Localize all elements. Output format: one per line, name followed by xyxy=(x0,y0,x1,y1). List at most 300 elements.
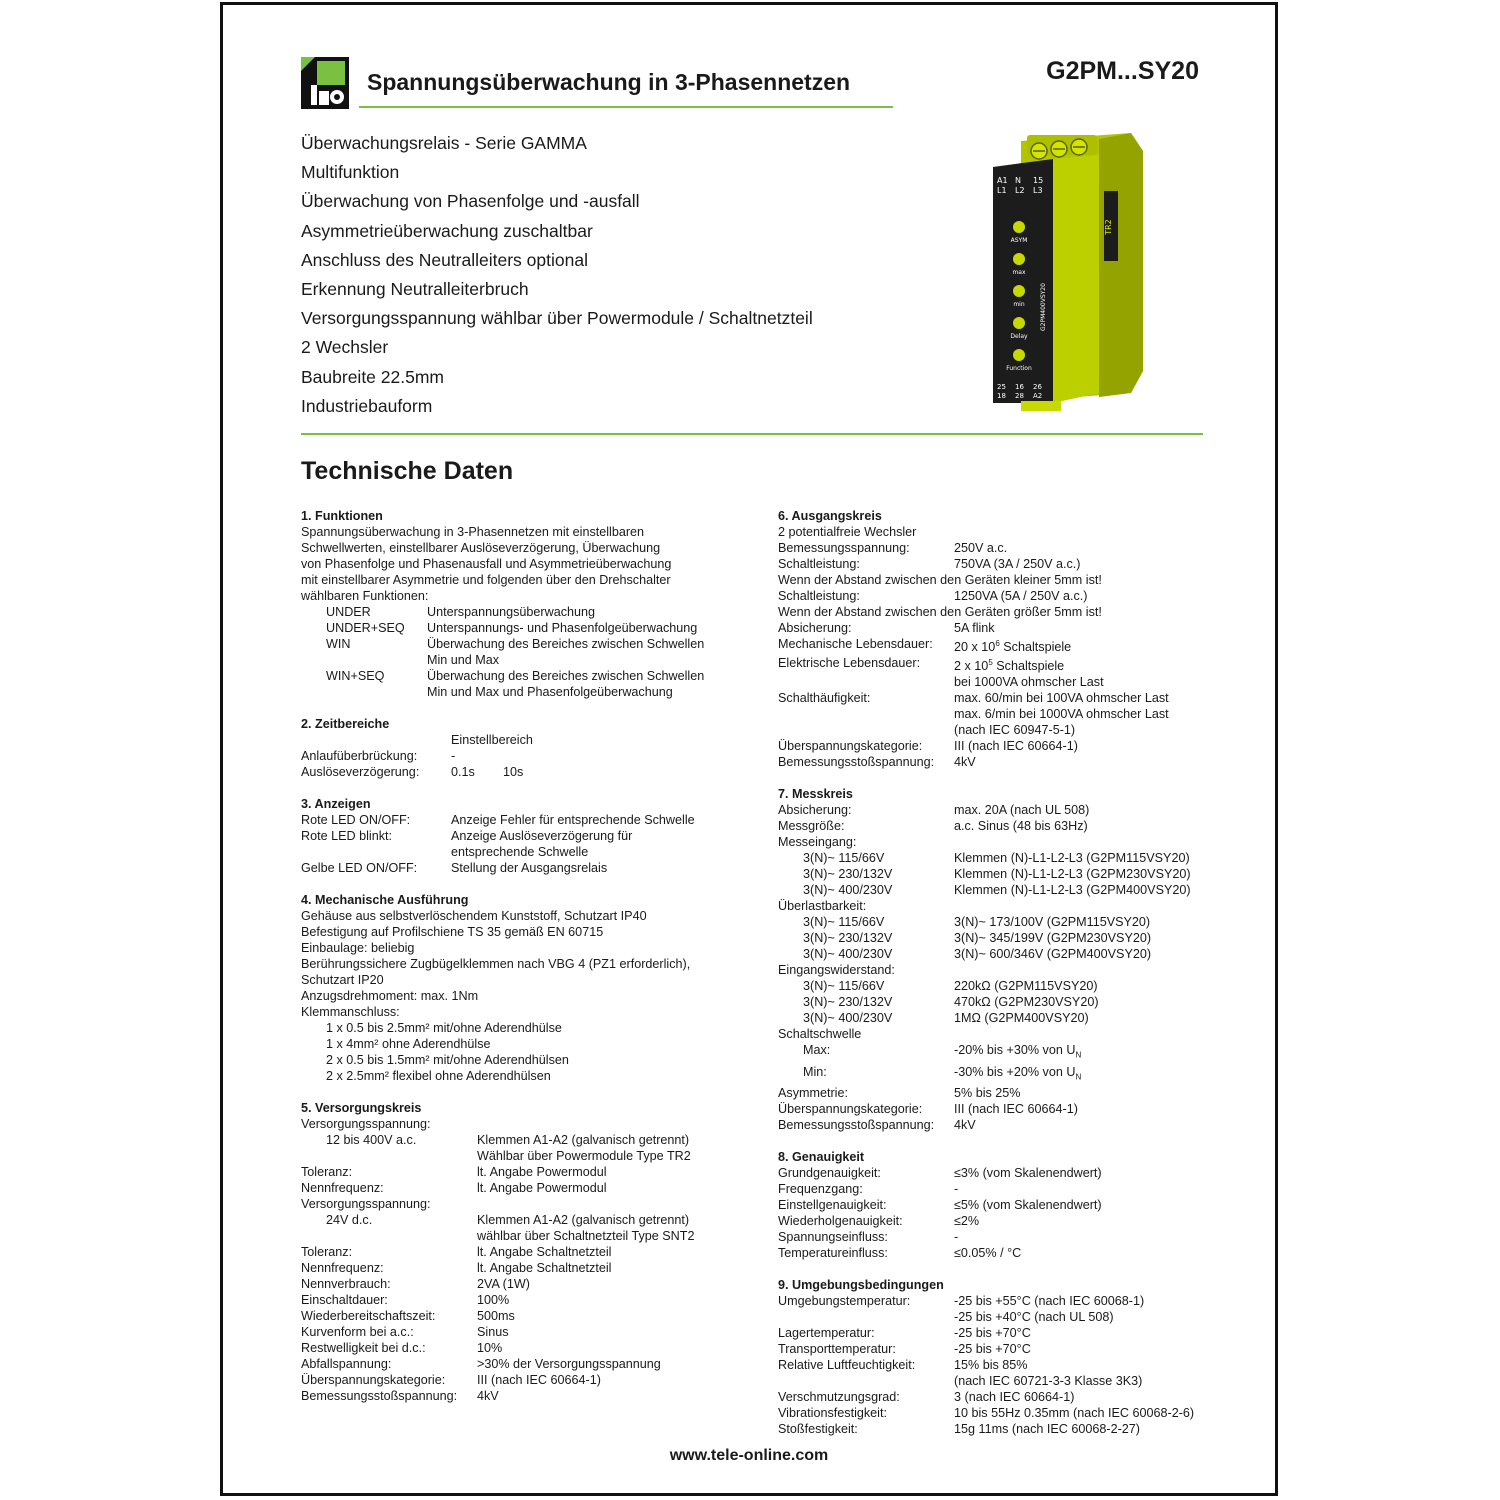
spec-row xyxy=(778,1165,1238,1181)
spec-label: Asymmetrie: xyxy=(778,1086,848,1101)
spec-value: >30% der Versorgungsspannung xyxy=(477,1357,661,1371)
spec-row xyxy=(778,1325,1238,1341)
product-code: G2PM...SY20 xyxy=(1046,57,1199,85)
device-terminal-a1: A1 xyxy=(997,176,1008,185)
spec-row xyxy=(301,1164,751,1180)
relay-product-image xyxy=(981,131,1151,415)
spacing-note: Wenn der Abstand zwischen den Geräten größer 5mm ist! xyxy=(778,605,1102,619)
spec-value: Min und Max xyxy=(427,653,500,667)
device-terminal-n: N xyxy=(1015,176,1021,185)
spec-label: Bemessungsspannung: xyxy=(778,541,910,555)
spec-row xyxy=(778,1101,1238,1117)
spec-row xyxy=(301,812,751,828)
spec-label: Versorgungsspannung: xyxy=(301,1117,431,1131)
spec-value: 1MΩ (G2PM400VSY20) xyxy=(954,1011,1089,1026)
spec-value: entsprechende Schwelle xyxy=(451,845,589,859)
supply-table xyxy=(301,1116,751,1404)
spec-row xyxy=(778,882,1238,898)
feature-item: Baubreite 22.5mm xyxy=(301,366,444,387)
spec-label: Absicherung: xyxy=(778,803,852,818)
device-side-label: TR2 xyxy=(1104,219,1113,235)
text-line: mit einstellbarer Asymmetrie und folgenden über den Drehschalter xyxy=(301,573,671,587)
spec-row xyxy=(301,828,751,844)
feature-item: Anschluss des Neutralleiters optional xyxy=(301,249,588,270)
spec-label xyxy=(778,722,954,738)
spec-label: Einschaltdauer: xyxy=(301,1293,388,1307)
spec-label: 3(N)~ 115/66V xyxy=(803,851,885,866)
spec-row xyxy=(778,738,1238,754)
tele-logo-icon xyxy=(301,57,349,109)
spec-label: Wiederholgenauigkeit: xyxy=(778,1214,903,1229)
spec-value: Klemmen (N)-L1-L2-L3 (G2PM400VSY20) xyxy=(954,883,1191,898)
spec-row xyxy=(301,844,751,860)
spec-label: Spannungseinfluss: xyxy=(778,1230,888,1245)
spec-label: Rote LED blinkt: xyxy=(301,829,392,843)
feature-list xyxy=(301,129,813,421)
device-terminal-16: 16 xyxy=(1015,383,1024,391)
spec-row xyxy=(301,1180,751,1196)
spec-value: (nach IEC 60721-3-3 Klasse 3K3) xyxy=(954,1374,1143,1389)
spec-value: 4kV xyxy=(954,1118,976,1133)
datasheet-page xyxy=(220,2,1278,1496)
device-knob-label-max: max xyxy=(1012,269,1026,276)
spec-row xyxy=(778,978,1238,994)
spec-row xyxy=(778,1357,1238,1373)
spec-label xyxy=(301,652,427,668)
page-title: Spannungsüberwachung in 3-Phasennetzen xyxy=(367,69,851,95)
spec-value: 10% xyxy=(477,1341,503,1355)
spec-label: Min: xyxy=(803,1064,827,1079)
spec-row xyxy=(778,946,1238,962)
spec-value: 15g 11ms (nach IEC 60068-2-27) xyxy=(954,1422,1140,1437)
spec-value: 3(N)~ 173/100V (G2PM115VSY20) xyxy=(954,915,1151,930)
spec-value: 250V a.c. xyxy=(954,541,1008,555)
spacing-note: Wenn der Abstand zwischen den Geräten kleiner 5mm ist! xyxy=(778,573,1102,587)
section-ambient xyxy=(778,1277,1238,1437)
spec-label: Frequenzgang: xyxy=(778,1182,863,1197)
text-line: Befestigung auf Profilschiene TS 35 gemäß EN 60715 xyxy=(301,925,604,939)
spec-row xyxy=(301,1308,751,1324)
section-heading: 6. Ausgangskreis xyxy=(778,509,882,523)
spec-row xyxy=(301,1244,751,1260)
section-heading: 9. Umgebungsbedingungen xyxy=(778,1278,944,1293)
spec-row xyxy=(301,860,751,876)
spec-value: - xyxy=(451,749,456,763)
spec-value: III (nach IEC 60664-1) xyxy=(954,739,1078,754)
spec-label: Schaltschwelle xyxy=(778,1027,862,1042)
device-terminal-25: 25 xyxy=(997,383,1006,391)
spec-row xyxy=(301,1388,751,1404)
right-column xyxy=(778,508,1238,1453)
spec-value: 3(N)~ 600/346V (G2PM400VSY20) xyxy=(954,947,1152,962)
spec-label xyxy=(301,1148,477,1164)
feature-item: 2 Wechsler xyxy=(301,337,389,358)
device-terminal-l3: L3 xyxy=(1033,186,1043,195)
spec-value: lt. Angabe Powermodul xyxy=(477,1181,607,1195)
spec-row xyxy=(301,1356,751,1372)
spec-value: lt. Angabe Powermodul xyxy=(477,1165,607,1179)
spec-value: Überwachung des Bereiches zwischen Schwellen xyxy=(427,669,705,683)
section-heading: 3. Anzeigen xyxy=(301,797,371,811)
spec-row xyxy=(301,1148,751,1164)
spec-row xyxy=(778,754,1238,770)
spec-label: 3(N)~ 400/230V xyxy=(803,883,893,898)
spec-row xyxy=(778,1341,1238,1357)
spec-row xyxy=(778,1213,1238,1229)
spec-value: 3 (nach IEC 60664-1) xyxy=(954,1390,1075,1405)
indicators-table xyxy=(301,812,751,876)
spec-label: Messgröße: xyxy=(778,819,845,834)
spec-label xyxy=(301,844,451,860)
spec-row xyxy=(778,994,1238,1010)
device-knob-label-function: Function xyxy=(1006,365,1032,372)
spec-label: Eingangswiderstand: xyxy=(778,963,895,978)
spec-label: UNDER+SEQ xyxy=(326,621,405,635)
spec-value: Wählbar über Powermodule Type TR2 xyxy=(477,1149,691,1163)
spec-row xyxy=(778,1229,1238,1245)
spec-value: 2VA (1W) xyxy=(477,1277,530,1291)
spec-label: Verschmutzungsgrad: xyxy=(778,1390,900,1405)
spec-label: Messeingang: xyxy=(778,835,857,850)
device-terminal-l1: L1 xyxy=(997,186,1007,195)
spec-value: 100% xyxy=(477,1293,510,1307)
spec-row xyxy=(778,722,1238,738)
section-heading: 8. Genauigkeit xyxy=(778,1150,865,1165)
spec-value: Unterspannungsüberwachung xyxy=(427,605,596,619)
spec-label: Wiederbereitschaftszeit: xyxy=(301,1309,436,1323)
spec-row xyxy=(778,1085,1238,1101)
spec-row xyxy=(301,1340,751,1356)
measuring-table xyxy=(778,802,1238,1042)
spec-label: Überspannungskategorie: xyxy=(778,739,923,754)
spec-label xyxy=(778,1373,954,1389)
accuracy-table xyxy=(778,1165,1238,1261)
device-knob-label-asym: ASYM xyxy=(1010,237,1028,244)
spec-value: 5A flink xyxy=(954,621,995,635)
spec-label: Elektrische Lebensdauer: xyxy=(778,656,921,671)
spec-row xyxy=(778,1245,1238,1261)
spec-row xyxy=(778,1026,1238,1042)
spec-row xyxy=(301,1132,751,1148)
spec-value: Stellung der Ausgangsrelais xyxy=(451,861,608,875)
spec-value-max: 10s xyxy=(503,765,524,779)
section-heading: 1. Funktionen xyxy=(301,509,383,523)
spec-row xyxy=(301,1324,751,1340)
spec-value: 20 x $10^6$ Schaltspiele xyxy=(954,639,1072,655)
spec-label xyxy=(778,1309,954,1325)
spec-value: a.c. Sinus (48 bis 63Hz) xyxy=(954,819,1088,834)
spec-label: 3(N)~ 115/66V xyxy=(803,915,885,930)
section-heading: 7. Messkreis xyxy=(778,787,853,802)
device-terminal-18: 18 xyxy=(997,392,1006,400)
section-indicators xyxy=(301,796,751,876)
spec-value: 220kΩ (G2PM115VSY20) xyxy=(954,979,1098,994)
spec-value: - xyxy=(954,1230,959,1245)
spec-value: III (nach IEC 60664-1) xyxy=(954,1102,1078,1117)
feature-item: Asymmetrieüberwachung zuschaltbar xyxy=(301,220,593,241)
spec-value: lt. Angabe Schaltnetzteil xyxy=(477,1261,612,1275)
spec-value: 4kV xyxy=(954,755,976,770)
device-model-label: G2PM400VSY20 xyxy=(1040,283,1047,331)
spec-label xyxy=(778,674,954,690)
spec-row xyxy=(301,652,751,668)
spec-value: wählbar über Schaltnetzteil Type SNT2 xyxy=(477,1229,695,1243)
spec-value: ≤2% xyxy=(954,1214,980,1229)
text-line: von Phasenfolge und Phasenausfall und Asymmetrieüberwachung xyxy=(301,557,672,571)
spec-value: -25 bis +70°C xyxy=(954,1342,1031,1357)
section-accuracy xyxy=(778,1149,1238,1261)
text-line: Berührungssichere Zugbügelklemmen nach VBG 4 (PZ1 erforderlich), xyxy=(301,957,691,971)
spec-label: Abfallspannung: xyxy=(301,1357,392,1371)
spec-row xyxy=(301,1116,751,1132)
spec-row xyxy=(778,674,1238,690)
spec-label: Nennverbrauch: xyxy=(301,1277,391,1291)
spec-row xyxy=(778,1421,1238,1437)
spec-row xyxy=(778,818,1238,834)
spec-value-min: 0.1s xyxy=(451,765,475,779)
functions-table xyxy=(301,604,751,700)
spec-row xyxy=(778,690,1238,706)
spec-label: 3(N)~ 230/132V xyxy=(803,867,893,882)
spec-row xyxy=(778,1117,1238,1133)
device-knob-label-delay: Delay xyxy=(1010,333,1028,340)
spec-value: Unterspannungs- und Phasenfolgeüberwachung xyxy=(427,621,698,635)
spec-value: Klemmen (N)-L1-L2-L3 (G2PM230VSY20) xyxy=(954,867,1191,882)
spec-label: 3(N)~ 400/230V xyxy=(803,947,893,962)
spec-value: max. 6/min bei 1000VA ohmscher Last xyxy=(954,707,1169,722)
spec-row xyxy=(778,1373,1238,1389)
spec-label: WIN xyxy=(326,637,351,651)
spec-row xyxy=(301,636,751,652)
spec-value: ≤5% (vom Skalenendwert) xyxy=(954,1198,1102,1213)
spec-value: - xyxy=(954,1182,959,1197)
spec-label: Schaltleistung: xyxy=(778,557,860,571)
spec-label xyxy=(778,706,954,722)
tech-data-title: Technische Daten xyxy=(301,457,514,485)
spec-row xyxy=(301,668,751,684)
spec-row xyxy=(778,1389,1238,1405)
feature-item: Versorgungsspannung wählbar über Powermodule / Schaltnetzteil xyxy=(301,308,813,329)
spec-value: -20% bis +30% von $U_N$ xyxy=(954,1043,1082,1060)
spec-label: Bemessungsstoßspannung: xyxy=(301,1389,458,1403)
spec-value: 750VA (3A / 250V a.c.) xyxy=(954,557,1081,571)
spec-row xyxy=(778,1405,1238,1421)
spec-label: 24V d.c. xyxy=(326,1213,373,1227)
output-text: 2 potentialfreie Wechsler xyxy=(778,525,917,539)
spec-row xyxy=(301,620,751,636)
spec-label: Versorgungsspannung: xyxy=(301,1197,431,1211)
spec-value: max. 60/min bei 100VA ohmscher Last xyxy=(954,691,1169,706)
spec-row xyxy=(778,930,1238,946)
spec-label xyxy=(301,1228,477,1244)
spec-label: Nennfrequenz: xyxy=(301,1181,384,1195)
text-line: Schutzart IP20 xyxy=(301,973,384,987)
spec-row xyxy=(301,684,751,700)
spec-value: Min und Max und Phasenfolgeüberwachung xyxy=(427,685,673,699)
device-knob-label-min: min xyxy=(1013,301,1025,308)
text-line: Gehäuse aus selbstverlöschendem Kunststoff, Schutzart IP40 xyxy=(301,909,647,923)
spec-label: Mechanische Lebensdauer: xyxy=(778,637,933,651)
spec-label: Überspannungskategorie: xyxy=(301,1373,446,1387)
measuring-table-2 xyxy=(778,1085,1238,1133)
spec-label: Einstellgenauigkeit: xyxy=(778,1198,887,1213)
text-line: Klemmanschluss: xyxy=(301,1005,400,1019)
spec-row xyxy=(778,1010,1238,1026)
spec-label: Umgebungstemperatur: xyxy=(778,1294,911,1309)
setting-range-header: Einstellbereich xyxy=(451,733,533,747)
spec-value: (nach IEC 60947-5-1) xyxy=(954,723,1076,738)
spec-row xyxy=(778,834,1238,850)
section-mechanical xyxy=(301,892,751,1084)
spec-label: 3(N)~ 230/132V xyxy=(803,995,893,1010)
terminal-option: 1 x 4mm² ohne Aderendhülse xyxy=(326,1037,491,1051)
ambient-table xyxy=(778,1293,1238,1437)
text-line: Spannungsüberwachung in 3-Phasennetzen mit einstellbaren xyxy=(301,525,645,539)
section-heading: 4. Mechanische Ausführung xyxy=(301,893,469,907)
spec-row xyxy=(301,1292,751,1308)
terminal-option: 2 x 2.5mm² flexibel ohne Aderendhülsen xyxy=(326,1069,551,1083)
device-terminal-15: 15 xyxy=(1033,176,1044,185)
spec-value: III (nach IEC 60664-1) xyxy=(477,1373,601,1387)
spec-label: Max: xyxy=(803,1043,831,1058)
section-time-ranges xyxy=(301,716,751,780)
spec-value: 3(N)~ 345/199V (G2PM230VSY20) xyxy=(954,931,1152,946)
spec-value: max. 20A (nach UL 508) xyxy=(954,803,1090,818)
spec-value: 4kV xyxy=(477,1389,499,1403)
spec-value: 1250VA (5A / 250V a.c.) xyxy=(954,589,1088,603)
section-divider xyxy=(301,433,1203,435)
spec-value: 470kΩ (G2PM230VSY20) xyxy=(954,995,1099,1010)
feature-item: Erkennung Neutralleiterbruch xyxy=(301,279,529,300)
mechanical-text xyxy=(301,908,751,1020)
spec-value: lt. Angabe Schaltnetzteil xyxy=(477,1245,612,1259)
spec-label xyxy=(301,684,427,700)
spec-row xyxy=(778,706,1238,722)
spec-label: Anlaufüberbrückung: xyxy=(301,749,418,763)
left-column xyxy=(301,508,751,1420)
spec-label: Auslöseverzögerung: xyxy=(301,765,420,779)
spec-value: ≤0.05% / °C xyxy=(954,1246,1022,1261)
feature-item: Industriebauform xyxy=(301,395,433,416)
spec-label: Transporttemperatur: xyxy=(778,1342,896,1357)
terminal-list xyxy=(301,1020,751,1084)
spec-row xyxy=(301,1260,751,1276)
spec-label: Überlastbarkeit: xyxy=(778,899,867,914)
spec-label: Überspannungskategorie: xyxy=(778,1102,923,1117)
spec-row xyxy=(778,898,1238,914)
spec-label: Vibrationsfestigkeit: xyxy=(778,1406,887,1421)
section-supply xyxy=(301,1100,751,1404)
spec-value: ≤3% (vom Skalenendwert) xyxy=(954,1166,1102,1181)
spec-label: Gelbe LED ON/OFF: xyxy=(301,861,418,875)
section-measuring xyxy=(778,786,1238,1133)
feature-item: Überwachung von Phasenfolge und -ausfall xyxy=(301,191,640,212)
spec-row xyxy=(778,1181,1238,1197)
footer-link[interactable]: www.tele-online.com xyxy=(669,1447,829,1464)
spec-label: WIN+SEQ xyxy=(326,669,385,683)
spec-label: UNDER xyxy=(326,605,371,619)
spec-value: Klemmen (N)-L1-L2-L3 (G2PM115VSY20) xyxy=(954,851,1190,866)
spec-value: Klemmen A1-A2 (galvanisch getrennt) xyxy=(477,1213,690,1227)
spec-label: 3(N)~ 230/132V xyxy=(803,931,893,946)
spec-label: Absicherung: xyxy=(778,621,852,635)
spec-label: Temperatureinfluss: xyxy=(778,1246,888,1261)
spec-label: Bemessungsstoßspannung: xyxy=(778,1118,935,1133)
text-line: Anzugsdrehmoment: max. 1Nm xyxy=(301,989,479,1003)
spec-row xyxy=(778,866,1238,882)
spec-value: -25 bis +40°C (nach UL 508) xyxy=(954,1310,1114,1325)
functions-text xyxy=(301,524,751,604)
spec-label: Bemessungsstoßspannung: xyxy=(778,755,935,770)
spec-row xyxy=(301,1228,751,1244)
spec-label: Nennfrequenz: xyxy=(301,1261,384,1275)
spec-row xyxy=(778,962,1238,978)
spec-label: Kurvenform bei a.c.: xyxy=(301,1325,414,1339)
spec-label: Lagertemperatur: xyxy=(778,1326,875,1341)
title-divider xyxy=(359,106,893,108)
output-table xyxy=(778,674,1238,770)
spec-row xyxy=(301,1196,751,1212)
device-terminal-26: 26 xyxy=(1033,383,1042,391)
device-terminal-l2: L2 xyxy=(1015,186,1025,195)
terminal-option: 2 x 0.5 bis 1.5mm² mit/ohne Aderendhülsen xyxy=(326,1053,569,1067)
spec-label: Grundgenauigkeit: xyxy=(778,1166,881,1181)
spec-value: 10 bis 55Hz 0.35mm (nach IEC 60068-2-6) xyxy=(954,1406,1195,1421)
spec-label: Toleranz: xyxy=(301,1165,353,1179)
spec-label: Schaltleistung: xyxy=(778,589,860,603)
spec-row xyxy=(301,1276,751,1292)
spec-label: Schalthäufigkeit: xyxy=(778,691,871,706)
spec-value: 15% bis 85% xyxy=(954,1358,1028,1373)
spec-value: -30% bis +20% von $U_N$ xyxy=(954,1064,1082,1082)
device-terminal-a2: A2 xyxy=(1033,392,1043,400)
spec-label: Restwelligkeit bei d.c.: xyxy=(301,1341,426,1355)
spec-value: 500ms xyxy=(477,1309,515,1323)
terminal-option: 1 x 0.5 bis 2.5mm² mit/ohne Aderendhülse xyxy=(326,1021,562,1035)
spec-label: 3(N)~ 400/230V xyxy=(803,1011,893,1026)
spec-row xyxy=(301,604,751,620)
spec-row xyxy=(301,1212,751,1228)
spec-row xyxy=(778,802,1238,818)
spec-label: Stoßfestigkeit: xyxy=(778,1422,858,1437)
spec-value: -25 bis +55°C (nach IEC 60068-1) xyxy=(954,1294,1145,1309)
spec-row xyxy=(301,1372,751,1388)
spec-value: -25 bis +70°C xyxy=(954,1326,1031,1341)
spec-value: 2 x $10^5$ Schaltspiele xyxy=(954,658,1065,674)
spec-row xyxy=(778,1309,1238,1325)
feature-item: Überwachungsrelais - Serie GAMMA xyxy=(301,133,587,153)
spec-value: Anzeige Fehler für entsprechende Schwelle xyxy=(451,813,695,827)
text-line: Einbaulage: beliebig xyxy=(301,941,415,955)
spec-label: 3(N)~ 115/66V xyxy=(803,979,885,994)
spec-value: Sinus xyxy=(477,1325,509,1339)
spec-value: Anzeige Auslöseverzögerung für xyxy=(451,829,633,843)
section-heading: 2. Zeitbereiche xyxy=(301,717,390,731)
spec-row xyxy=(778,1293,1238,1309)
spec-row xyxy=(778,1197,1238,1213)
section-functions xyxy=(301,508,751,700)
spec-row xyxy=(778,914,1238,930)
spec-label: 12 bis 400V a.c. xyxy=(326,1133,417,1147)
spec-value: bei 1000VA ohmscher Last xyxy=(954,675,1104,690)
device-terminal-28: 28 xyxy=(1015,392,1024,400)
spec-label: Rote LED ON/OFF: xyxy=(301,813,411,827)
feature-item: Multifunktion xyxy=(301,162,400,183)
spec-value: Überwachung des Bereiches zwischen Schwellen xyxy=(427,637,705,651)
spec-value: Klemmen A1-A2 (galvanisch getrennt) xyxy=(477,1133,690,1147)
text-line: wählbaren Funktionen: xyxy=(301,589,429,603)
section-heading: 5. Versorgungskreis xyxy=(301,1101,422,1115)
